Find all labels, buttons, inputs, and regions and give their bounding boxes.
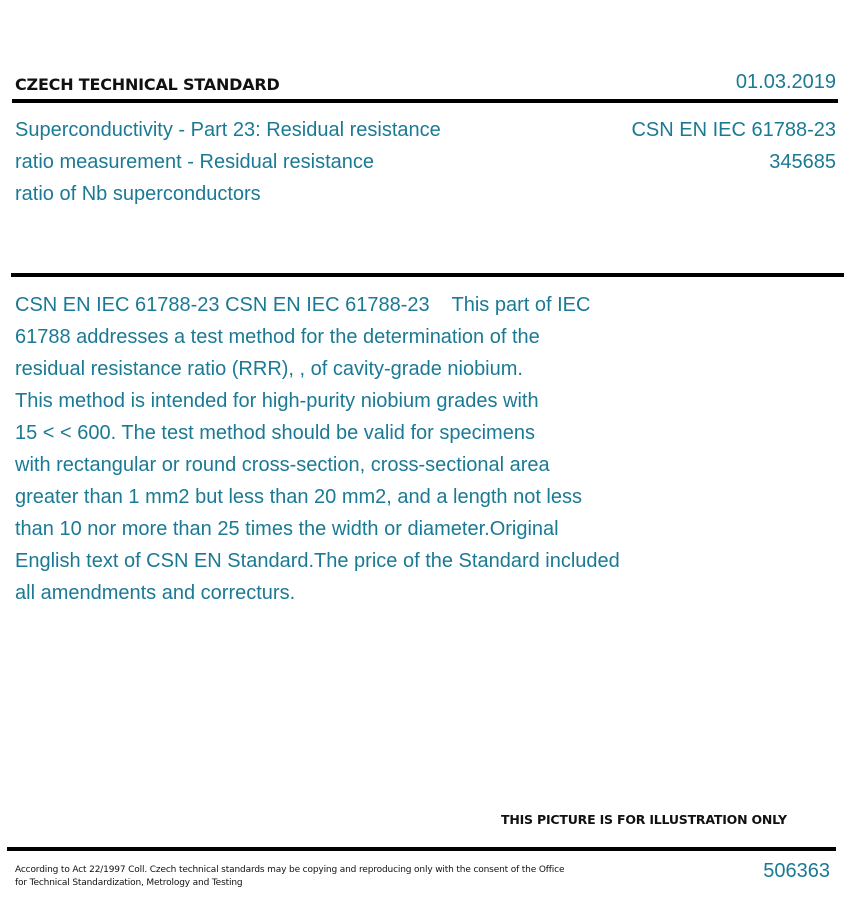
description-line: 61788 addresses a test method for the determination of the xyxy=(15,326,540,348)
description-line: all amendments and correcturs. xyxy=(15,582,296,604)
footer-legal-line: for Technical Standardization, Metrology and Testing xyxy=(15,878,243,888)
standard-code: CSN EN IEC 61788-23 xyxy=(631,119,836,141)
footer-legal-notice xyxy=(15,864,564,890)
document-title-line: ratio of Nb superconductors xyxy=(15,183,261,205)
footer-number: 506363 xyxy=(763,860,830,882)
header-rule xyxy=(12,99,838,103)
document-code-block xyxy=(631,114,836,178)
footer-rule xyxy=(7,847,836,851)
header-title: CZECH TECHNICAL STANDARD xyxy=(15,75,280,94)
document-title-line: Superconductivity - Part 23: Residual resistance xyxy=(15,119,441,141)
section-rule xyxy=(11,273,844,277)
description-line: CSN EN IEC 61788-23 CSN EN IEC 61788-23 This part of IEC xyxy=(15,294,591,316)
description xyxy=(15,289,620,609)
document-title xyxy=(15,114,515,210)
description-line: English text of CSN EN Standard.The price of the Standard included xyxy=(15,550,620,572)
footer-legal-line: According to Act 22/1997 Coll. Czech technical standards may be copying and reproducing only with the consent of the Office xyxy=(15,865,565,875)
description-line: This method is intended for high-purity niobium grades with xyxy=(15,390,539,412)
header-date: 01.03.2019 xyxy=(735,71,836,93)
description-line: greater than 1 mm2 but less than 20 mm2, and a length not less xyxy=(15,486,582,508)
catalog-number: 345685 xyxy=(769,151,836,173)
document-title-line: ratio measurement - Residual resistance xyxy=(15,151,375,173)
description-line: with rectangular or round cross-section, cross-sectional area xyxy=(15,454,550,476)
illustration-note: THIS PICTURE IS FOR ILLUSTRATION ONLY xyxy=(501,812,787,827)
description-line: 15 < < 600. The test method should be valid for specimens xyxy=(15,422,535,444)
description-line: residual resistance ratio (RRR), , of cavity-grade niobium. xyxy=(15,358,523,380)
description-line: than 10 nor more than 25 times the width or diameter.Original xyxy=(15,518,559,540)
